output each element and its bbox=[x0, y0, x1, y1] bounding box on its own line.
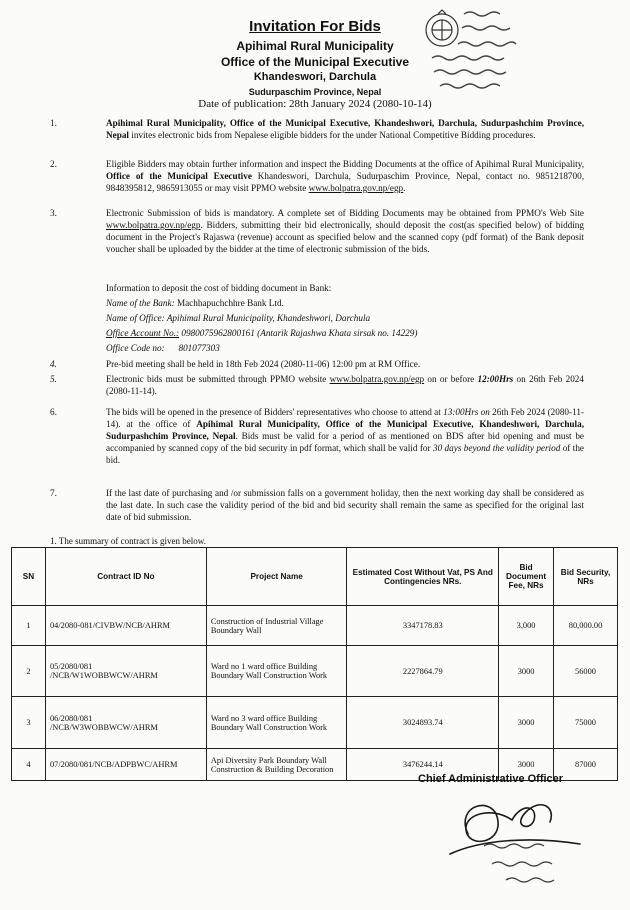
table-row: 4 07/2080/081/NCB/ADPBWC/AHRM Api Diversity Park Boundary Wall Construction & Building Decoration 3476244.14 3000 87000 bbox=[12, 749, 618, 781]
office-account: Office Account No.: 0980075962800161 (Antarik Rajashwa Khata sirsak no. 14229) bbox=[106, 328, 418, 338]
table-row: 1 04/2080-081/CIVBW/NCB/AHRM Construction of Industrial Village Boundary Wall 3347178.83 3,000 80,000.00 bbox=[12, 606, 618, 646]
ppmo-link[interactable]: www.bolpatra.gov.np/egp bbox=[308, 183, 404, 193]
office-location: Khandeswori, Darchula bbox=[253, 71, 377, 83]
office-province: Sudurpaschim Province, Nepal bbox=[248, 87, 382, 97]
signature-stamp-icon bbox=[428, 782, 608, 902]
col-contract-id: Contract ID No bbox=[45, 548, 206, 606]
col-document-fee: Bid Document Fee, NRs bbox=[499, 548, 554, 606]
table-row: 3 06/2080/081 /NCB/W3WOBBWCW/AHRM Ward no 3 ward office Building Boundary Wall Construction Work 3024893.74 3000 75000 bbox=[12, 697, 618, 749]
organization-name: Apihimal Rural Municipality bbox=[236, 39, 394, 53]
summary-heading: 1. The summary of contract is given below. bbox=[50, 536, 206, 546]
table-row: 2 05/2080/081 /NCB/W1WOBBWCW/AHRM Ward no 1 ward office Building Boundary Wall Construction Work 2227864.79 3000 56000 bbox=[12, 646, 618, 697]
col-project-name: Project Name bbox=[206, 548, 347, 606]
contract-summary-table bbox=[11, 547, 618, 781]
bank-intro: Information to deposit the cost of bidding document in Bank: bbox=[106, 283, 332, 293]
publication-date: Date of publication: 28th January 2024 (2080-10-14) bbox=[198, 98, 432, 110]
notice-title: Invitation For Bids bbox=[249, 18, 381, 35]
table-header-row bbox=[12, 548, 618, 606]
office-name: Office of the Municipal Executive bbox=[220, 55, 410, 69]
col-bid-security: Bid Security, NRs bbox=[554, 548, 618, 606]
col-estimated-cost: Estimated Cost Without Vat, PS And Contingencies NRs. bbox=[347, 548, 499, 606]
municipality-seal-icon bbox=[418, 6, 536, 96]
bank-name: Name of the Bank: Machhapuchchhre Bank Ltd. bbox=[106, 298, 284, 308]
col-sn: SN bbox=[12, 548, 46, 606]
signatory-title: Chief Administrative Officer bbox=[418, 773, 564, 785]
office-code: Office Code no: 801077303 bbox=[106, 343, 220, 353]
ppmo-link[interactable]: www.bolpatra.gov.np/egp bbox=[329, 374, 425, 384]
notice-page: Invitation For Bids Apihimal Rural Municipality Office of the Municipal Executive Khandeswori, Darchula Sudurpaschim Province, Nepal Date of publication: 28th January 2024 (2080-10-14) 1. Apihimal Rural Municipality, Office of the Municipal Executive, Khandeshwori, Darchula, Sudurpashchim Province, Nepal invites electronic bids from Nepalese eligible bidders for the under National Competitive Bidding procedures. 2. Eligible Bidders may obtain further information and inspect the Bidding Documents at the office of Apihimal Rural Municipality, Office of the Municipal Executive Khandeswori, Darchula, Sudurpaschim Province, Nepal, contact no. 9851218700, 9848395812, 9865913055 or may visit PPMO website www.bolpatra.gov.np/egp. 3. Electronic Submission of bids is mandatory. A complete set of Bidding Documents may be obtained from PPMO's Web Site www.bolpatra.gov.np/egp. Bidders, submitting their bid electronically, should deposit the cost(as specified below) of bidding document in the Project's Rajaswa (revenue) account as specified below and the scanned copy (pdf format) of the Bank deposit voucher shall be uploaded by the bidder at the time of electronic submission of the bids. Information to deposit the cost of bidding document in Bank: Name of the Bank: Machhapuchchhre Bank Ltd. Name of Office: Apihimal Rural Municipality, Khandeshwori, Darchula Office Account No.: 0980075962800161 (Antarik Rajashwa Khata sirsak no. 14229) Office Code no: 801077303 4. Pre-bid meeting shall be held in 18th Feb 2024 (2080-11-06) 12:00 pm at RM Office. 5. Electronic bids must be submitted through PPMO website www.bolpatra.gov.np/egp on or before 12:00Hrs on 26th Feb 2024 (2080-11-14). 6. The bids will be opened in the presence of Bidders' representatives who choose to attend at 13:00Hrs on 26th Feb 2024 (2080-11-14). at the office of Apihimal Rural Municipality, Office of the Municipal Executive, Khandeshwori, Darchula, Sudurpashchim Province, Nepal. Bids must be valid for a period of as mentioned on BDS after bid opening and must be accompanied by scanned copy of the bid security in pdf format, which shall be valid for 30 days beyond the validity period of the bid. 7. If the last date of purchasing and /or submission falls on a government holiday, then the next working day shall be considered as the last date. In such case the validity period of the bid and bid security shall remain the same as specified for the original last date of bid submission. 1. The summary of contract is given below. SN Contract ID No Project Name Estimated Cost Without Vat, PS And Contingencies NRs. Bid Document Fee, NRs Bid Security, NRs 1 04/2080-081/CIVBW/NCB/AHRM Construction of Industrial Village Boundary Wall 3347178.83 3,000 80,000.00 2 05/2080/081 /NCB/W1WOBBWCW/AHRM Ward no 1 ward office Building Boundary Wall Construction Work 2227864.79 3000 56000 3 06/2080/081 /NCB/W3WOBBWCW/AHRM Ward no 3 ward office Building Boundary Wall Construction Work 3024893.74 3000 75000 4 07/2080/081/NCB/ADPBWC/AHRM Api Diversity Park Boundary Wall Construction & Building Decoration 3476244.14 3000 87000 Chief Administrative Officer bbox=[0, 0, 630, 910]
ppmo-link[interactable]: www.bolpatra.gov.np/egp bbox=[106, 220, 201, 230]
office-name-line: Name of Office: Apihimal Rural Municipality, Khandeshwori, Darchula bbox=[106, 313, 371, 323]
